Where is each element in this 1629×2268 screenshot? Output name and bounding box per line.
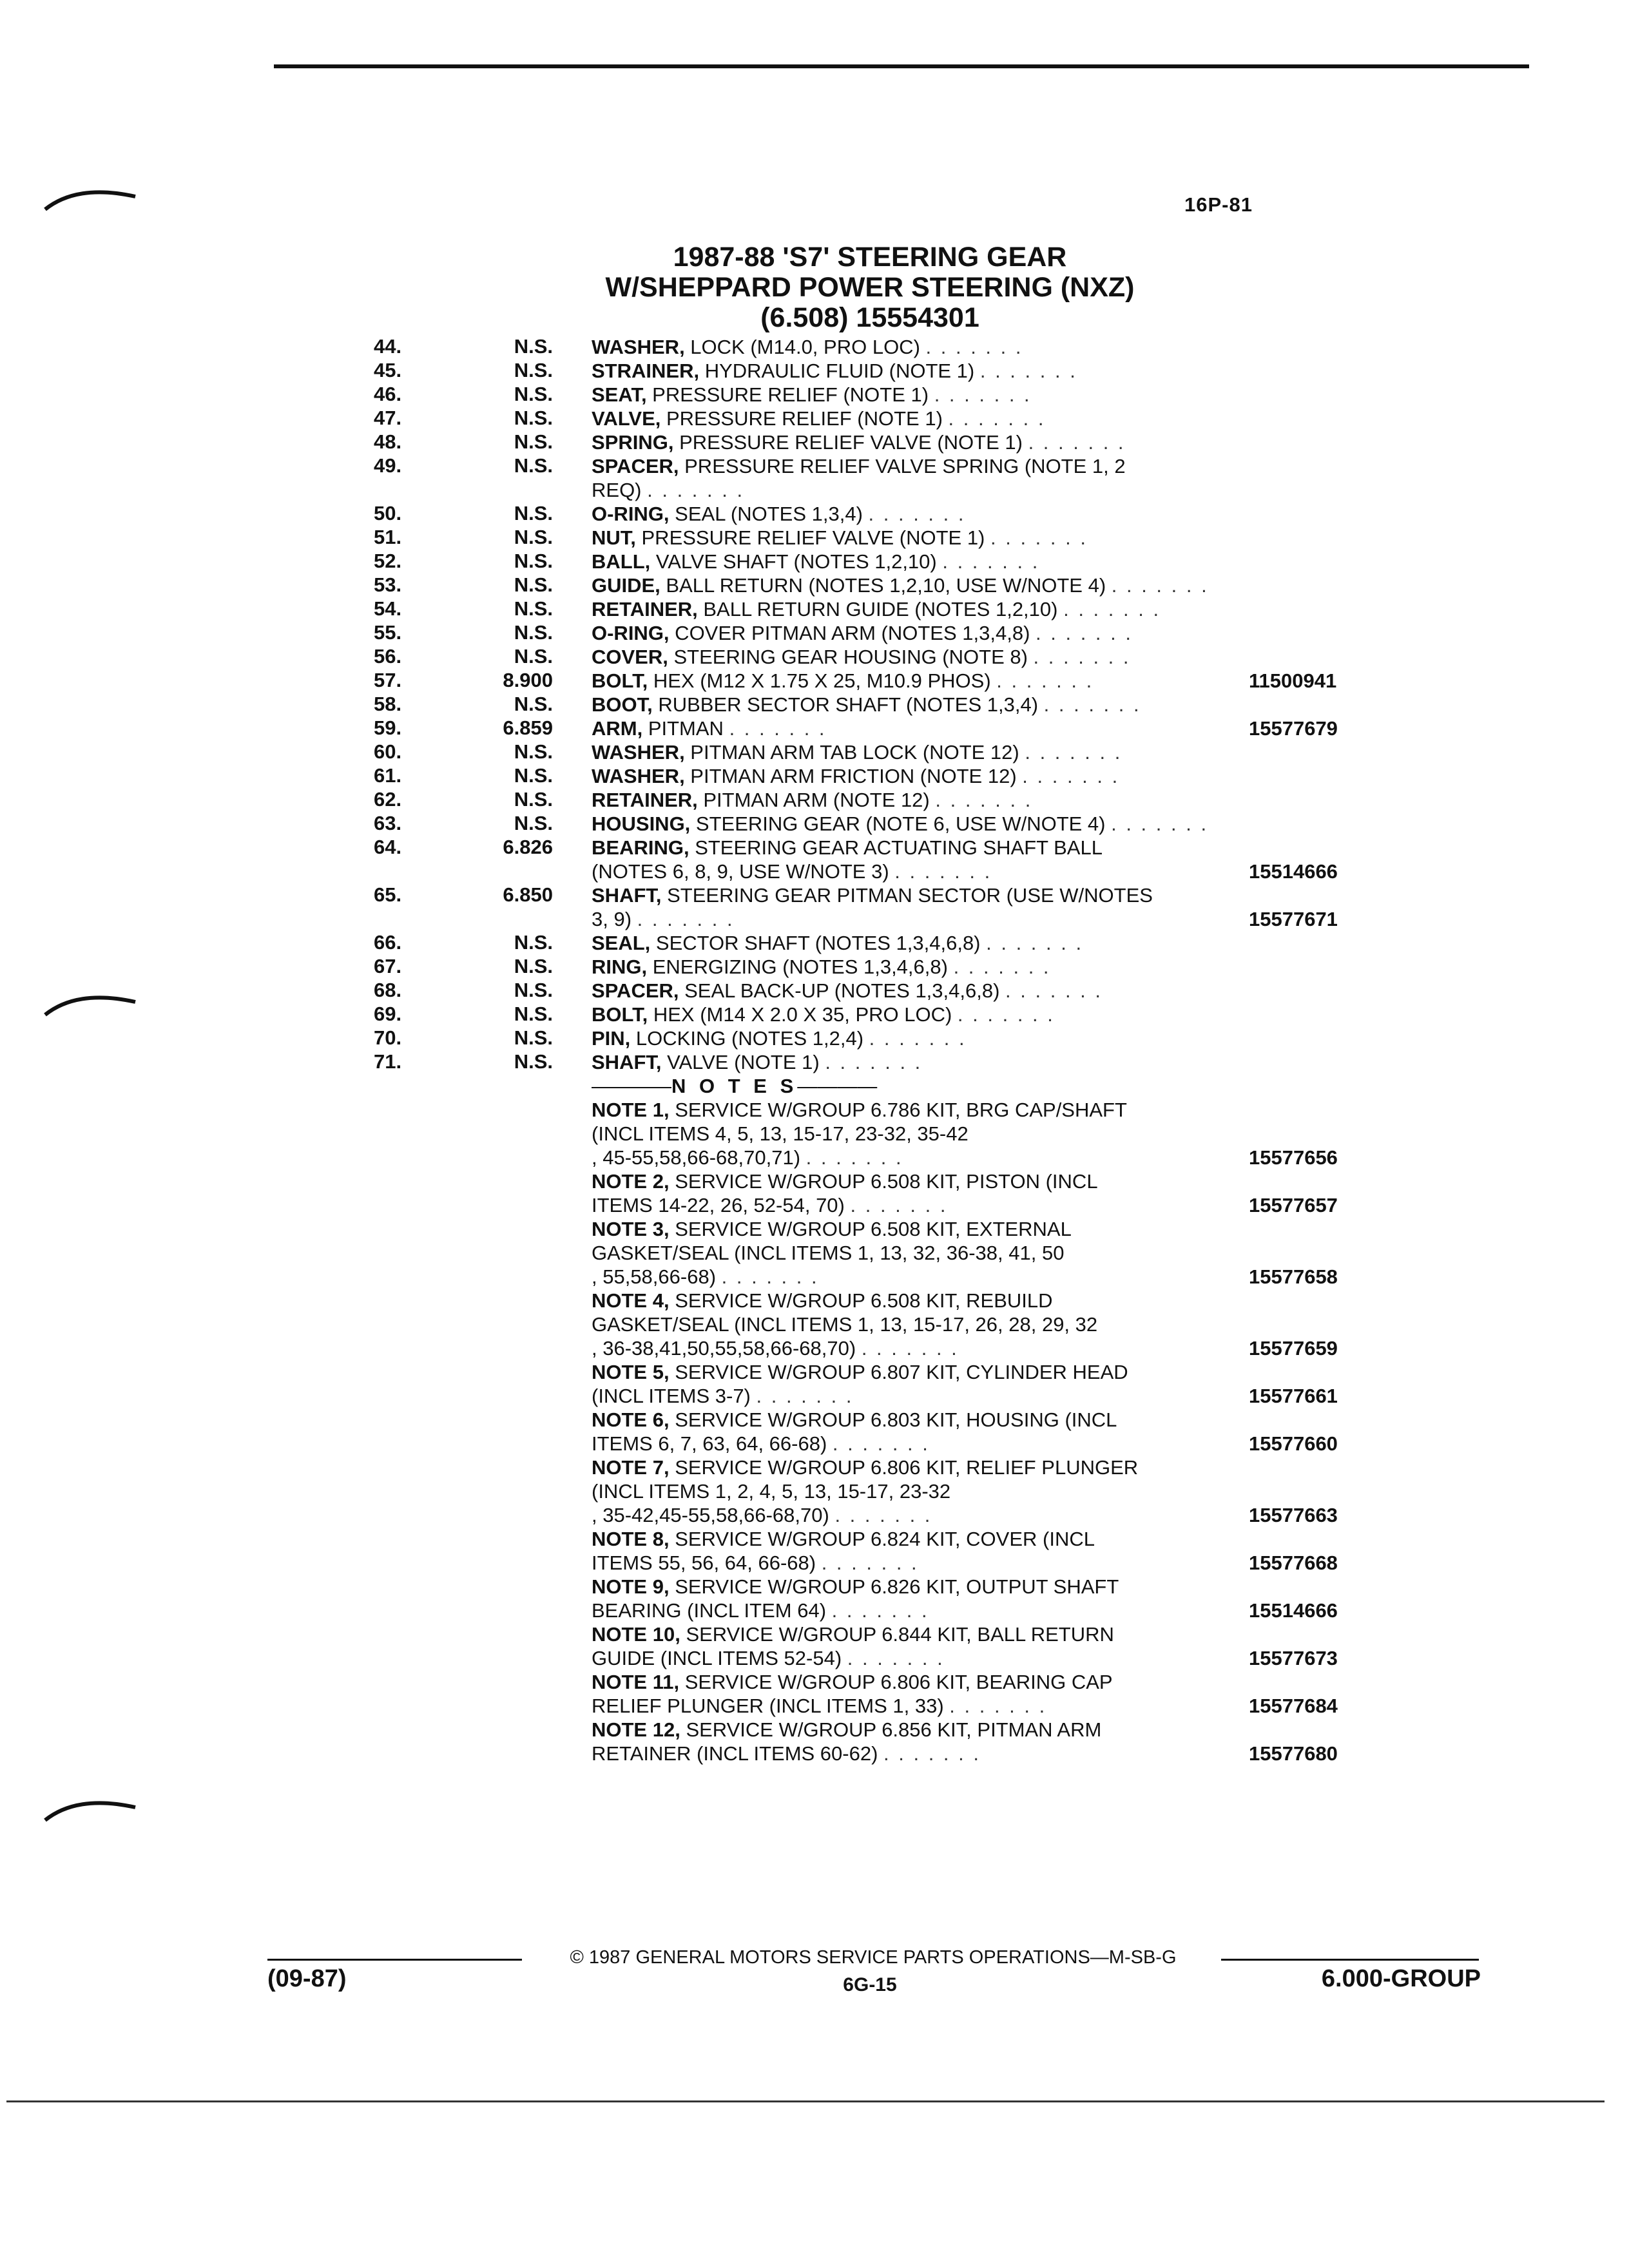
item-name: WASHER, (592, 336, 685, 358)
item-detail: PRESSURE RELIEF (NOTE 1) (646, 383, 934, 406)
item-number: 52. (374, 550, 402, 572)
kit-part-number: 15577684 (1249, 1695, 1338, 1717)
list-item (0, 597, 1629, 621)
item-number: 46. (374, 383, 402, 405)
note-description (592, 1360, 1236, 1408)
group-number: N.S. (514, 1003, 553, 1025)
group-number: N.S. (514, 764, 553, 787)
group-number: 6.859 (503, 716, 553, 739)
note-item (0, 1217, 1629, 1289)
list-item (0, 836, 1629, 883)
item-description (592, 1026, 1236, 1050)
item-number: 55. (374, 621, 402, 644)
item-description (592, 979, 1236, 1003)
item-description (592, 669, 1236, 693)
list-item (0, 621, 1629, 645)
dot-leader: . . . . . . . (957, 1003, 1055, 1026)
note-label: NOTE 10, (592, 1623, 680, 1646)
item-name: SHAFT, (592, 884, 662, 907)
dot-leader: . . . . . . . (1005, 979, 1103, 1002)
item-detail: VALVE (NOTE 1) (661, 1051, 825, 1073)
dot-leader: . . . . . . . (850, 1194, 948, 1216)
item-detail: SEAL BACK-UP (NOTES 1,3,4,6,8) (679, 979, 1006, 1002)
binder-hole-mark (39, 1791, 142, 1830)
dot-leader: . . . . . . . (990, 526, 1088, 549)
item-detail: PRESSURE RELIEF VALVE (NOTE 1) (673, 431, 1028, 454)
item-name: ARM, (592, 717, 643, 740)
list-item (0, 979, 1629, 1003)
dot-leader: . . . . . . . (1028, 431, 1126, 454)
group-number: N.S. (514, 931, 553, 954)
item-description (592, 955, 1236, 979)
item-description (592, 716, 1236, 740)
item-number: 49. (374, 454, 402, 477)
note-detail: SERVICE W/GROUP 6.824 KIT, COVER (INCL ITEMS 55, 56, 64, 66-68) (592, 1528, 1095, 1574)
top-rule (274, 64, 1529, 68)
list-item (0, 693, 1629, 716)
item-name: VALVE, (592, 407, 661, 430)
item-number: 60. (374, 740, 402, 763)
note-label: NOTE 3, (592, 1218, 670, 1240)
group-number: N.S. (514, 740, 553, 763)
item-name: RETAINER, (592, 598, 698, 620)
list-item (0, 669, 1629, 693)
kit-part-number: 15577668 (1249, 1552, 1338, 1574)
item-description (592, 788, 1236, 812)
item-description (592, 1003, 1236, 1026)
note-label: NOTE 2, (592, 1170, 670, 1193)
dot-leader: . . . . . . . (935, 789, 1033, 811)
revision-date: (09-87) (267, 1965, 347, 1992)
item-number: 65. (374, 883, 402, 906)
note-label: NOTE 12, (592, 1718, 680, 1741)
dot-leader: . . . . . . . (869, 1027, 967, 1050)
group-number: N.S. (514, 407, 553, 429)
group-number: 6.000-GROUP (1321, 1965, 1481, 1992)
item-detail: STEERING GEAR (NOTE 6, USE W/NOTE 4) (690, 812, 1112, 835)
group-number: N.S. (514, 645, 553, 668)
list-item (0, 550, 1629, 573)
group-number: N.S. (514, 812, 553, 834)
item-detail: STEERING GEAR ACTUATING SHAFT BALL (NOTES 6, 8, 9, USE W/NOTE 3) (592, 836, 1103, 883)
note-item (0, 1360, 1629, 1408)
item-name: SPACER, (592, 979, 679, 1002)
dot-leader: . . . . . . . (883, 1742, 981, 1765)
group-number: N.S. (514, 335, 553, 358)
item-number: 68. (374, 979, 402, 1001)
kit-part-number: 15577656 (1249, 1146, 1338, 1169)
note-label: NOTE 5, (592, 1361, 670, 1383)
item-description (592, 883, 1236, 931)
item-description (592, 836, 1236, 883)
item-detail: HEX (M14 X 2.0 X 35, PRO LOC) (648, 1003, 958, 1026)
item-name: RING, (592, 956, 648, 978)
group-number: N.S. (514, 597, 553, 620)
part-number: 11500941 (1249, 669, 1337, 692)
dot-leader: . . . . . . . (979, 360, 1077, 382)
item-number: 71. (374, 1050, 402, 1073)
dot-leader: . . . . . . . (821, 1552, 919, 1574)
note-detail: SERVICE W/GROUP 6.844 KIT, BALL RETURN GUIDE (INCL ITEMS 52-54) (592, 1623, 1114, 1669)
dot-leader: . . . . . . . (894, 860, 992, 883)
item-number: 48. (374, 430, 402, 453)
list-item (0, 454, 1629, 502)
note-description (592, 1575, 1236, 1622)
list-item (0, 788, 1629, 812)
group-number: N.S. (514, 430, 553, 453)
note-label: NOTE 6, (592, 1408, 670, 1431)
dot-leader: . . . . . . . (847, 1647, 945, 1669)
item-description (592, 335, 1236, 359)
note-detail: SERVICE W/GROUP 6.508 KIT, REBUILD GASKET/SEAL (INCL ITEMS 1, 13, 15-17, 26, 28, 29, 32 , 36-38,41,50,55,58,66-68,70) (592, 1289, 1098, 1360)
note-detail: SERVICE W/GROUP 6.786 KIT, BRG CAP/SHAFT (INCL ITEMS 4, 5, 13, 15-17, 23-32, 35-42 , 45-55,58,66-68,70,71) (592, 1099, 1127, 1169)
dot-leader: . . . . . . . (948, 407, 1046, 430)
page-reference: 16P-81 (1184, 193, 1253, 216)
dot-leader: . . . . . . . (996, 669, 1094, 692)
note-item (0, 1456, 1629, 1527)
note-description (592, 1169, 1236, 1217)
note-description (592, 1527, 1236, 1575)
item-number: 63. (374, 812, 402, 834)
list-item (0, 883, 1629, 931)
kit-part-number: 15577661 (1249, 1385, 1338, 1407)
item-number: 57. (374, 669, 402, 691)
kit-part-number: 15577673 (1249, 1647, 1338, 1669)
dot-leader: . . . . . . . (1111, 812, 1209, 835)
note-description (592, 1408, 1236, 1456)
item-name: BOOT, (592, 693, 653, 716)
list-item (0, 812, 1629, 836)
group-number: N.S. (514, 573, 553, 596)
bottom-rule (6, 2100, 1605, 2102)
note-description (592, 1217, 1236, 1289)
binder-hole-mark (39, 180, 142, 219)
dot-leader: . . . . . . . (637, 908, 735, 930)
item-number: 47. (374, 407, 402, 429)
list-item (0, 407, 1629, 430)
item-description (592, 740, 1236, 764)
item-detail: VALVE SHAFT (NOTES 1,2,10) (650, 550, 943, 573)
kit-part-number: 15577660 (1249, 1432, 1338, 1455)
item-number: 59. (374, 716, 402, 739)
catalog-title-line-2: W/SHEPPARD POWER STEERING (NXZ) (605, 272, 1135, 303)
item-description (592, 430, 1236, 454)
item-name: O-RING, (592, 503, 670, 525)
list-item (0, 573, 1629, 597)
dot-leader: . . . . . . . (825, 1051, 923, 1073)
note-description (592, 1098, 1236, 1169)
item-name: STRAINER, (592, 360, 700, 382)
dot-leader: . . . . . . . (861, 1337, 959, 1360)
item-description (592, 764, 1236, 788)
kit-part-number: 15577680 (1249, 1742, 1338, 1765)
note-item (0, 1527, 1629, 1575)
item-detail: PITMAN (642, 717, 729, 740)
item-detail: COVER PITMAN ARM (NOTES 1,3,4,8) (669, 622, 1036, 644)
list-item (0, 764, 1629, 788)
list-item (0, 359, 1629, 383)
item-detail: STEERING GEAR PITMAN SECTOR (USE W/NOTES 3, 9) (592, 884, 1153, 930)
item-number: 51. (374, 526, 402, 548)
item-number: 69. (374, 1003, 402, 1025)
item-number: 62. (374, 788, 402, 811)
group-number: N.S. (514, 550, 553, 572)
dot-leader: . . . . . . . (925, 336, 1023, 358)
item-name: WASHER, (592, 765, 685, 787)
note-description (592, 1622, 1236, 1670)
dot-leader: . . . . . . . (647, 479, 745, 501)
item-name: SEAL, (592, 932, 651, 954)
item-number: 56. (374, 645, 402, 668)
list-item (0, 716, 1629, 740)
item-number: 70. (374, 1026, 402, 1049)
note-label: NOTE 4, (592, 1289, 670, 1312)
item-description (592, 621, 1236, 645)
note-item (0, 1408, 1629, 1456)
dot-leader: . . . . . . . (729, 717, 827, 740)
item-detail: SECTOR SHAFT (NOTES 1,3,4,6,8) (650, 932, 987, 954)
list-item (0, 1026, 1629, 1050)
group-number: N.S. (514, 1026, 553, 1049)
list-item (0, 1050, 1629, 1074)
note-detail: SERVICE W/GROUP 6.803 KIT, HOUSING (INCL ITEMS 6, 7, 63, 64, 66-68) (592, 1408, 1117, 1455)
note-label: NOTE 11, (592, 1671, 680, 1693)
item-description (592, 597, 1236, 621)
item-name: BALL, (592, 550, 651, 573)
dot-leader: . . . . . . . (831, 1599, 929, 1622)
list-item (0, 335, 1629, 359)
kit-part-number: 15577657 (1249, 1194, 1338, 1216)
item-detail: PITMAN ARM (NOTE 12) (697, 789, 936, 811)
note-item (0, 1575, 1629, 1622)
dot-leader: . . . . . . . (832, 1432, 930, 1455)
group-number: 8.900 (503, 669, 553, 691)
note-detail: SERVICE W/GROUP 6.807 KIT, CYLINDER HEAD (INCL ITEMS 3-7) (592, 1361, 1128, 1407)
dot-leader: . . . . . . . (756, 1385, 854, 1407)
item-name: O-RING, (592, 622, 670, 644)
note-description (592, 1289, 1236, 1360)
item-description (592, 407, 1236, 430)
item-detail: BALL RETURN GUIDE (NOTES 1,2,10) (697, 598, 1064, 620)
note-detail: SERVICE W/GROUP 6.508 KIT, PISTON (INCL ITEMS 14-22, 26, 52-54, 70) (592, 1170, 1098, 1216)
page-number: 6G-15 (843, 1974, 897, 1995)
dot-leader: . . . . . . . (1022, 765, 1120, 787)
note-description (592, 1718, 1236, 1765)
note-detail: SERVICE W/GROUP 6.856 KIT, PITMAN ARM RETAINER (INCL ITEMS 60-62) (592, 1718, 1102, 1765)
item-description (592, 812, 1236, 836)
item-number: 58. (374, 693, 402, 715)
item-name: SHAFT, (592, 1051, 662, 1073)
dot-leader: . . . . . . . (1063, 598, 1161, 620)
kit-part-number: 15577663 (1249, 1504, 1338, 1526)
item-name: BOLT, (592, 1003, 648, 1026)
item-name: SEAT, (592, 383, 647, 406)
dot-leader: . . . . . . . (868, 503, 966, 525)
item-description (592, 645, 1236, 669)
item-number: 66. (374, 931, 402, 954)
part-number: 15577671 (1249, 908, 1338, 930)
list-item (0, 430, 1629, 454)
item-description (592, 573, 1236, 597)
kit-part-number: 15577659 (1249, 1337, 1338, 1360)
dot-leader: . . . . . . . (986, 932, 1084, 954)
group-number: N.S. (514, 383, 553, 405)
group-number: N.S. (514, 526, 553, 548)
note-description (592, 1456, 1236, 1527)
item-description (592, 550, 1236, 573)
dot-leader: . . . . . . . (934, 383, 1032, 406)
kit-part-number: 15514666 (1249, 1599, 1338, 1622)
item-detail: PITMAN ARM FRICTION (NOTE 12) (684, 765, 1023, 787)
item-name: SPRING, (592, 431, 674, 454)
group-number: N.S. (514, 693, 553, 715)
note-item (0, 1098, 1629, 1169)
item-name: WASHER, (592, 741, 685, 764)
item-detail: ENERGIZING (NOTES 1,3,4,6,8) (647, 956, 954, 978)
dot-leader: . . . . . . . (1033, 646, 1131, 668)
item-detail: SEAL (NOTES 1,3,4) (669, 503, 869, 525)
item-name: HOUSING, (592, 812, 691, 835)
note-item (0, 1622, 1629, 1670)
item-number: 53. (374, 573, 402, 596)
item-number: 44. (374, 335, 402, 358)
item-detail: PRESSURE RELIEF VALVE (NOTE 1) (635, 526, 990, 549)
item-number: 67. (374, 955, 402, 977)
group-number: N.S. (514, 454, 553, 477)
item-description (592, 454, 1236, 502)
item-description (592, 931, 1236, 955)
item-detail: RUBBER SECTOR SHAFT (NOTES 1,3,4) (652, 693, 1044, 716)
list-item (0, 740, 1629, 764)
item-detail: BALL RETURN (NOTES 1,2,10, USE W/NOTE 4) (660, 574, 1112, 597)
group-number: 6.850 (503, 883, 553, 906)
copyright-line: © 1987 GENERAL MOTORS SERVICE PARTS OPERATIONS—M-SB-G (570, 1947, 1177, 1968)
item-name: SPACER, (592, 455, 679, 477)
item-number: 54. (374, 597, 402, 620)
list-item (0, 955, 1629, 979)
item-detail: PITMAN ARM TAB LOCK (NOTE 12) (684, 741, 1025, 764)
item-number: 61. (374, 764, 402, 787)
item-description (592, 359, 1236, 383)
catalog-title-line-3: (6.508) 15554301 (760, 302, 979, 333)
group-number: N.S. (514, 979, 553, 1001)
item-detail: STEERING GEAR HOUSING (NOTE 8) (668, 646, 1034, 668)
notes-heading-text: N O T E S (671, 1075, 798, 1097)
group-number: N.S. (514, 1050, 553, 1073)
group-number: 6.826 (503, 836, 553, 858)
note-description (592, 1670, 1236, 1718)
notes-heading-row (0, 1074, 1629, 1098)
dot-leader: . . . . . . . (1036, 622, 1133, 644)
item-detail: LOCK (M14.0, PRO LOC) (684, 336, 926, 358)
note-detail: SERVICE W/GROUP 6.806 KIT, BEARING CAP RELIEF PLUNGER (INCL ITEMS 1, 33) (592, 1671, 1113, 1717)
dot-leader: . . . . . . . (1111, 574, 1209, 597)
item-number: 50. (374, 502, 402, 524)
item-number: 64. (374, 836, 402, 858)
item-name: RETAINER, (592, 789, 698, 811)
list-item (0, 526, 1629, 550)
group-number: N.S. (514, 788, 553, 811)
note-detail: SERVICE W/GROUP 6.806 KIT, RELIEF PLUNGER (INCL ITEMS 1, 2, 4, 5, 13, 15-17, 23-32 , 35-42,45-55,58,66-68,70) (592, 1456, 1139, 1526)
note-item (0, 1670, 1629, 1718)
item-description (592, 1050, 1236, 1074)
list-item (0, 931, 1629, 955)
note-item (0, 1718, 1629, 1765)
item-name: BOLT, (592, 669, 648, 692)
dot-leader: . . . . . . . (1025, 741, 1123, 764)
part-number: 15514666 (1249, 860, 1338, 883)
dot-leader: . . . . . . . (949, 1695, 1047, 1717)
note-detail: SERVICE W/GROUP 6.508 KIT, EXTERNAL GASKET/SEAL (INCL ITEMS 1, 13, 32, 36-38, 41, 50 , 55,58,66-68) (592, 1218, 1072, 1288)
item-description (592, 526, 1236, 550)
parts-list (0, 335, 1629, 1765)
item-name: GUIDE, (592, 574, 660, 597)
note-label: NOTE 8, (592, 1528, 670, 1550)
dot-leader: . . . . . . . (721, 1265, 819, 1288)
group-number: N.S. (514, 502, 553, 524)
group-number: N.S. (514, 955, 553, 977)
dot-leader: . . . . . . . (834, 1504, 932, 1526)
list-item (0, 1003, 1629, 1026)
dot-leader: . . . . . . . (1043, 693, 1141, 716)
note-label: NOTE 7, (592, 1456, 670, 1479)
note-label: NOTE 9, (592, 1575, 670, 1598)
item-detail: PRESSURE RELIEF VALVE SPRING (NOTE 1, 2 REQ) (592, 455, 1126, 501)
dot-leader: . . . . . . . (953, 956, 1051, 978)
notes-rule: ———— (592, 1075, 671, 1097)
item-name: PIN, (592, 1027, 631, 1050)
catalog-title-line-1: 1987-88 'S7' STEERING GEAR (673, 242, 1067, 273)
part-number: 15577679 (1249, 717, 1338, 740)
list-item (0, 502, 1629, 526)
item-detail: PRESSURE RELIEF (NOTE 1) (660, 407, 949, 430)
item-description (592, 693, 1236, 716)
group-number: N.S. (514, 359, 553, 381)
item-number: 45. (374, 359, 402, 381)
item-detail: HEX (M12 X 1.75 X 25, M10.9 PHOS) (648, 669, 997, 692)
notes-heading (592, 1074, 1236, 1098)
note-detail: SERVICE W/GROUP 6.826 KIT, OUTPUT SHAFT BEARING (INCL ITEM 64) (592, 1575, 1119, 1622)
dot-leader: . . . . . . . (805, 1146, 903, 1169)
item-description (592, 383, 1236, 407)
item-name: BEARING, (592, 836, 689, 859)
item-name: NUT, (592, 526, 636, 549)
item-detail: LOCKING (NOTES 1,2,4) (630, 1027, 869, 1050)
notes-rule: ———— (797, 1075, 878, 1097)
note-label: NOTE 1, (592, 1099, 670, 1121)
kit-part-number: 15577658 (1249, 1265, 1338, 1288)
list-item (0, 383, 1629, 407)
group-number: N.S. (514, 621, 553, 644)
item-description (592, 502, 1236, 526)
item-name: COVER, (592, 646, 668, 668)
list-item (0, 645, 1629, 669)
note-item (0, 1169, 1629, 1217)
dot-leader: . . . . . . . (942, 550, 1040, 573)
note-item (0, 1289, 1629, 1360)
item-detail: HYDRAULIC FLUID (NOTE 1) (699, 360, 980, 382)
